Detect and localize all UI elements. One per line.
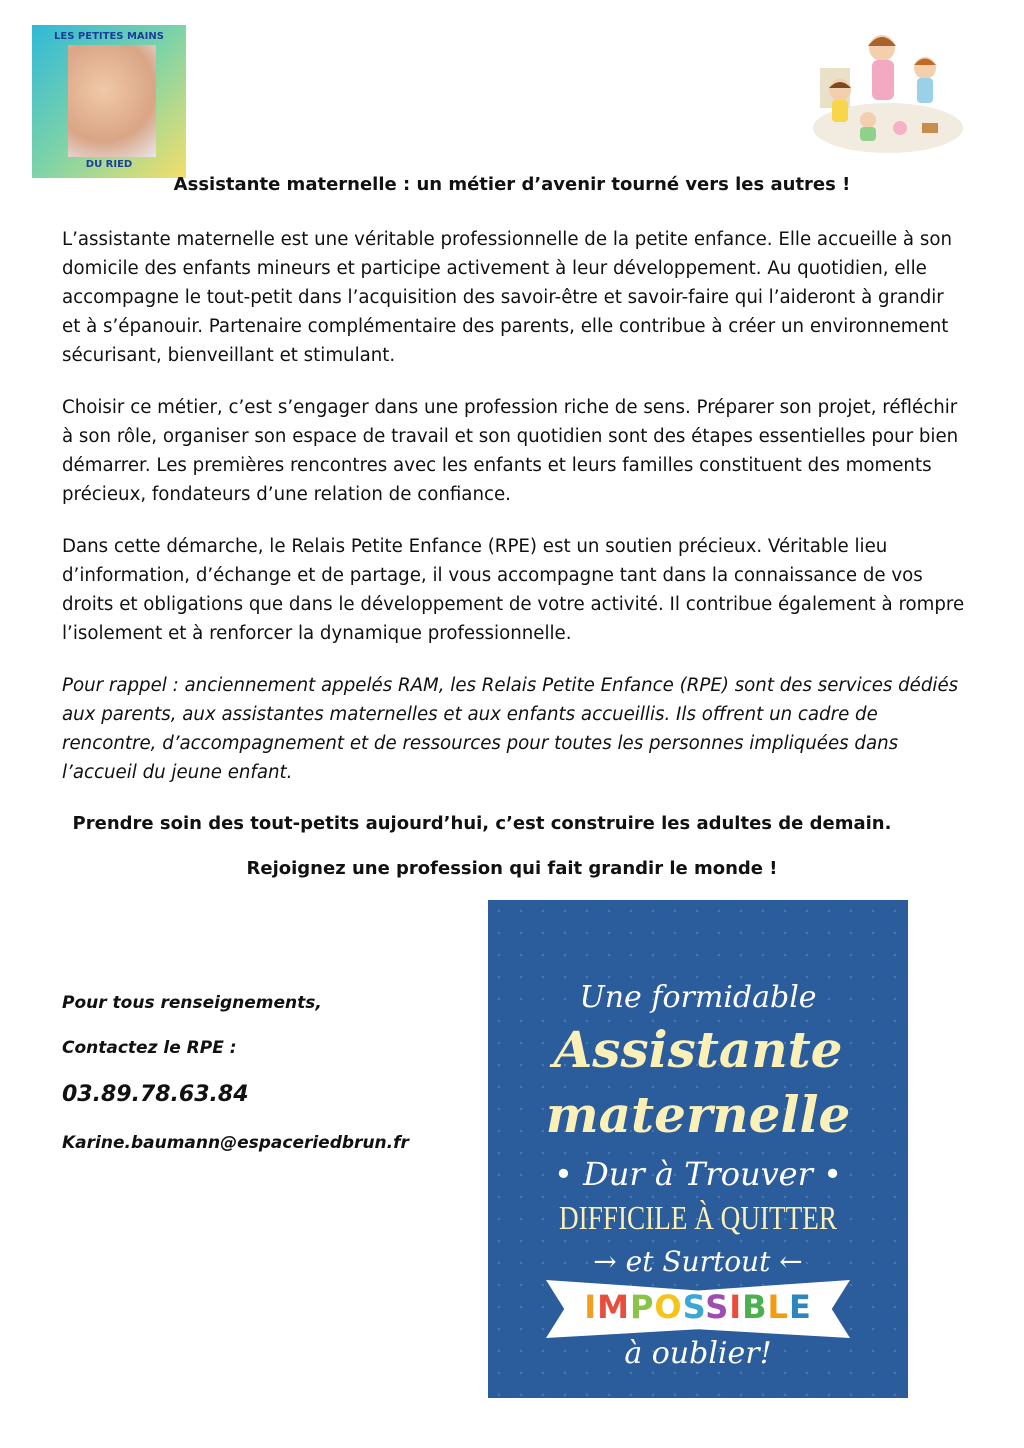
assistante-maternelle-poster (488, 900, 908, 1398)
slogan-2: Rejoignez une profession qui fait grandir le monde ! (246, 858, 778, 879)
logo-les-petites-mains-du-ried (32, 25, 186, 178)
logo-line2: DU RIED (85, 159, 133, 170)
logo-line1: LES PETITES MAINS (54, 31, 164, 42)
contact-email[interactable]: Karine.baumann@espaceriedbrun.fr (62, 1133, 409, 1153)
paragraph-rpe: Dans cette démarche, le Relais Petite Enfance (RPE) est un soutien précieux. Véritable lieu d’information, d’échange et de partage, il vous accompagne tant dans la connaissance de vos droits et obligations que dans le développement de votre activité. Il contribue également à rompre l’isolement et à renforcer la dynamique professionnelle. (62, 536, 965, 644)
children-illustration (810, 28, 965, 158)
hands-photo (68, 45, 156, 157)
poster-line4: • Dur à Trouver • (554, 1155, 842, 1193)
paragraph-intro: L’assistante maternelle est une véritable professionnelle de la petite enfance. Elle accueille à son domicile des enfants mineurs et participe activement à leur développement. Au quotidien, elle accompagne le tout-petit dans l’acquisition des savoir-être et savoir-faire qui l’aideront à grandir et à s’épanouir. Partenaire complémentaire des parents, elle contribue à créer un environnement sécurisant, bienveillant et stimulant. (62, 229, 952, 366)
poster-line1: Une formidable (579, 980, 817, 1015)
paragraph-rappel: Pour rappel : anciennement appelés RAM, les Relais Petite Enfance (RPE) sont des services dédiés aux parents, aux assistantes maternelles et aux enfants accueillis. Ils offrent un cadre de rencontre, d’accompagnement et de ressources pour toutes les personnes impliquées dans l’accueil du jeune enfant. (62, 675, 959, 783)
page-title: Assistante maternelle : un métier d’avenir tourné vers les autres ! (173, 174, 851, 195)
paragraph-choisir: Choisir ce métier, c’est s’engager dans une profession riche de sens. Préparer son projet, réfléchir à son rôle, organiser son espace de travail et son quotidien sont des étapes essentielles pour bien démarrer. Les premières rencontres avec les enfants et leurs familles constituent des moments précieux, fondateurs d’une relation de confiance. (62, 397, 959, 505)
poster-line6: → et Surtout ← (593, 1245, 803, 1278)
impossible-text: IMPOSSIBLE (584, 1288, 812, 1326)
poster-line3: maternelle (545, 1085, 851, 1144)
contact-label: Contactez le RPE : (62, 1038, 237, 1058)
poster-line7 (488, 1288, 908, 1326)
slogan-1: Prendre soin des tout-petits aujourd’hui, c’est construire les adultes de demain. (72, 813, 892, 834)
poster-line8: à oublier! (624, 1336, 772, 1371)
poster-line5: DIFFICILE À QUITTER (558, 1200, 838, 1237)
contact-intro: Pour tous renseignements, (62, 993, 322, 1013)
poster-line2: Assistante (553, 1020, 843, 1079)
contact-phone[interactable]: 03.89.78.63.84 (62, 1082, 249, 1107)
